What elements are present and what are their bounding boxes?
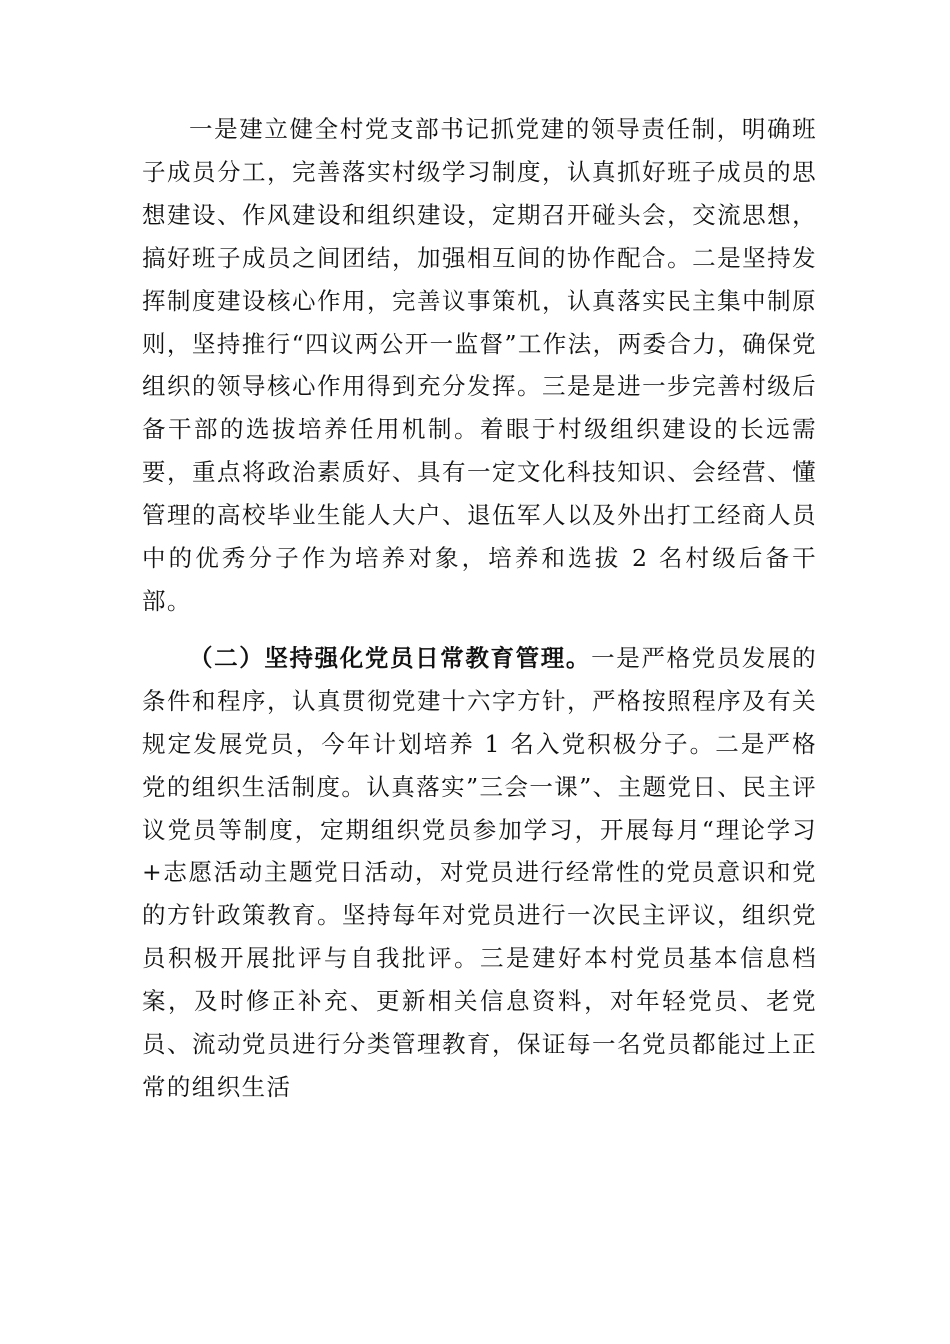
paragraph-leadership-system xyxy=(142,108,817,623)
paragraph-body: 一是建立健全村党支部书记抓党建的领导责任制，明确班子成员分工，完善落实村级学习制度，认真抓好班子成员的思想建设、作风建设和组织建设，定期召开碰头会，交流思想，搞好班子成员之间团结，加强相互间的协作配合。二是坚持发挥制度建设核心作用，完善议事策机，认真落实民主集中制原则，坚持推行“四议两公开一监督”工作法，两委合力，确保党组织的领导核心作用得到充分发挥。三是是进一步完善村级后备干部的选拔培养任用机制。着眼于村级组织建设的长远需要，重点将政治素质好、具有一定文化科技知识、会经营、懂管理的高校毕业生能人大户、退伍军人以及外出打工经商人员中的优秀分子作为培养对象，培养和选拔 2 名村级后备干部。 xyxy=(142,115,817,615)
document-page xyxy=(142,108,817,1109)
paragraph-body: 一是严格党员发展的条件和程序，认真贯彻党建十六字方针，严格按照程序及有关规定发展党员，今年计划培养 1 名入党积极分子。二是严格党的组织生活制度。认真落实”三会一课”、主题党日、民主评议党员等制度，定期组织党员参加学习，开展每月“理论学习+志愿活动主题党日活动，对党员进行经常性的党员意识和党的方针政策教育。坚持每年对党员进行一次民主评议，组织党员积极开展批评与自我批评。三是建好本村党员基本信息档案，及时修正补充、更新相关信息资料，对年轻党员、老党员、流动党员进行分类管理教育，保证每一名党员都能过上正常的组织生活 xyxy=(142,643,817,1101)
section-heading: （二）坚持强化党员日常教育管理。 xyxy=(189,643,592,672)
paragraph-party-member-education xyxy=(142,637,817,1109)
